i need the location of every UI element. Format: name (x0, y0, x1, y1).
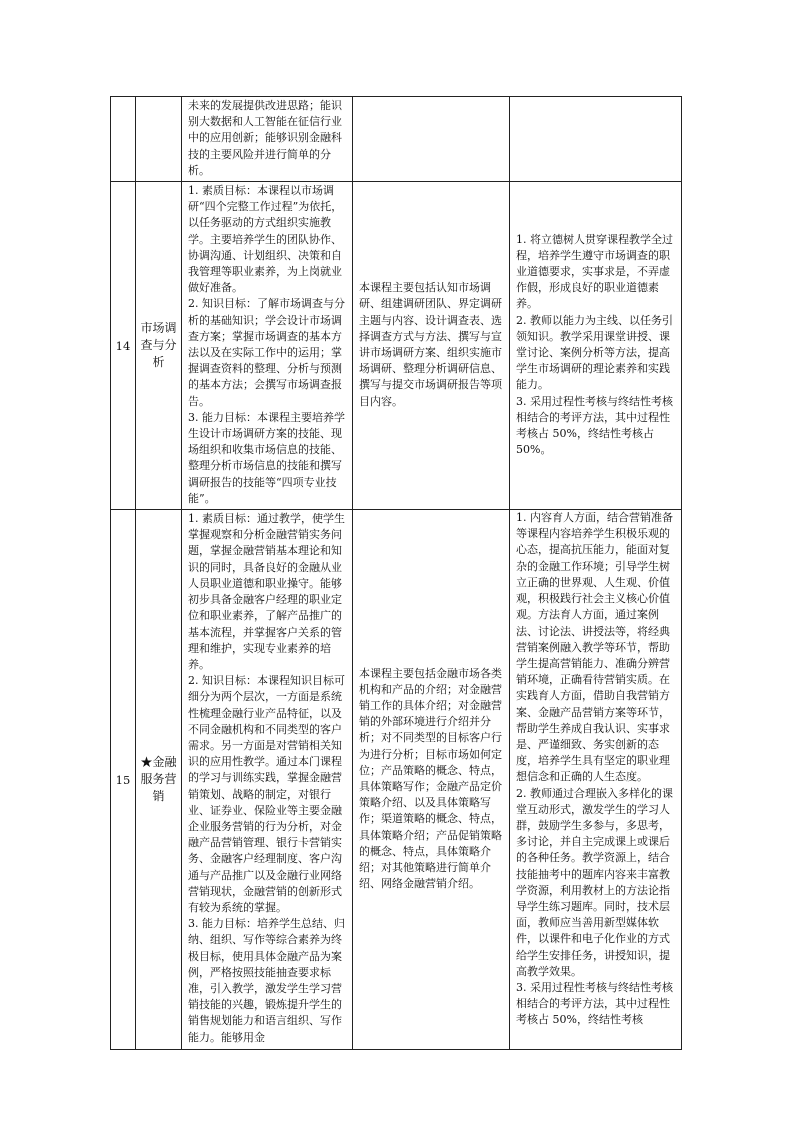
method-paragraph-3: 3. 采用过程性考核与终结性考核相结合的考评方法，其中过程性考核占 50%，终结性考核占 50%。 (516, 394, 673, 457)
course-number-cell: 15 (111, 510, 136, 1050)
course-table (110, 96, 682, 1050)
course-methods-cell (510, 97, 682, 182)
course-name-cell: 市场调查与分析 (136, 182, 182, 510)
goal-knowledge: 2. 知识目标：本课程知识目标可细分为两个层次，一方面是系统性梳理金融行业产品特征，以及不同金融机构和不同类型的客户需求。另一方面是对营销相关知识的应用性教学。通过本门课程的学习与训练实践，掌握金融营销策划、战略的制定，对银行业、证券业、保险业等主要金融企业服务营销的行为分析，对金融产品营销管理、银行卡营销实务、金融客户经理制度、客户沟通与产品推广以及金融行业网络营销现状，金融营销的创新形式有较为系统的掌握。 (188, 674, 345, 914)
course-goals-cell (182, 182, 353, 510)
goal-ability: 3. 能力目标：本课程主要培养学生设计市场调研方案的技能、现场组织和收集市场信息的技能、整理分析市场信息的技能和撰写调研报告的技能等“四项专业技能”。 (188, 410, 345, 505)
course-name-cell (136, 97, 182, 182)
table-row-course-14 (111, 182, 682, 510)
content-text: 本课程主要包括认知市场调研、组建调研团队、界定调研主题与内容、设计调查表、选择调查方式与方法、撰写与宣讲市场调研方案、组织实施市场调研、整理分析调研信息、撰写与提交市场调研报告等项目内容。 (359, 281, 502, 408)
goal-quality: 1. 素质目标：本课程以市场调研“四个完整工作过程”为依托，以任务驱动的方式组织实施教学。主要培养学生的团队协作、协调沟通、计划组织、决策和自我管理等职业素养，为上岗就业做好准备。 (188, 184, 343, 295)
method-paragraph-2: 2. 教师以能力为主线、以任务引领知识。教学采用课堂讲授、课堂讨论、案例分析等方法，提高学生市场调研的理论素养和实践能力。 (516, 313, 673, 392)
method-paragraph-1: 1. 将立德树人贯穿课程教学全过程，培养学生遵守市场调查的职业道德要求，实事求是，不弄虚作假，形成良好的职业道德素养。 (516, 232, 673, 311)
method-paragraph-1: 1. 内容育人方面，结合营销准备等课程内容培养学生积极乐观的心态，提高抗压能力，能面对复杂的金融工作环境；引导学生树立正确的世界观、人生观、价值观，积极践行社会主义核心价值观。方法育人方面，通过案例法、讨论法、讲授法等，将经典营销案例融入教学等环节，帮助学生提高营销能力、准确分辨营销环境，正确看待营销实质。在实践育人方面，借助自我营销方案、金融产品营销方案等环节，帮助学生养成自我认识、实事求是、严谨细致、务实创新的态度，培养学生具有坚定的职业理想信念和正确的人生态度。 (516, 511, 673, 784)
table-row-continuation (111, 97, 682, 182)
course-name-cell: ★金融服务营销 (136, 510, 182, 1050)
course-number-cell: 14 (111, 182, 136, 510)
goal-paragraph: 未来的发展提供改进思路；能识别大数据和人工智能在征信行业中的应用创新；能够识别金融科技的主要风险并进行简单的分析。 (188, 99, 342, 177)
table-row-course-15 (111, 510, 682, 1050)
content-text: 本课程主要包括金融市场各类机构和产品的介绍；对金融营销工作的具体介绍；对金融营销的外部环境进行介绍并分析；对不同类型的目标客户行为进行分析；目标市场如何定位；产品策略的概念、特点，具体策略写作；金融产品定价策略介绍、以及具体策略写作；渠道策略的概念、特点，具体策略介绍；产品促销策略的概念、特点，具体策略介绍；对其他策略进行简单介绍、网络金融营销介绍。 (359, 666, 502, 891)
course-content-cell (353, 97, 510, 182)
goal-ability: 3. 能力目标：培养学生总结、归纳、组织、写作等综合素养为终极目标，使用具体金融产品为案例，严格按照技能抽查要求标准，引入教学，激发学生学习营销技能的兴趣，锻炼提升学生的销售规划能力和语言组织、写作能力。能够用金 (188, 917, 345, 1044)
course-content-cell (353, 182, 510, 510)
method-paragraph-2: 2. 教师通过合理嵌入多样化的课堂互动形式，激发学生的学习人群，鼓励学生多参与，多思考，多讨论，并自主完成课上或课后的各种任务。教学资源上，结合技能抽考中的题库内容来丰富教学资源，利用教材上的方法论指导学生练习题库。同时，技术层面，教师应当善用新型媒体软件，以课件和电子化作业的方式给学生安排任务，讲授知识，提高教学效果。 (516, 786, 673, 978)
goal-knowledge: 2. 知识目标：了解市场调查与分析的基础知识；学会设计市场调查方案；掌握市场调查的基本方法以及在实际工作中的运用；掌握调查资料的整理、分析与预测的基本方法；会撰写市场调查报告。 (188, 297, 345, 408)
course-goals-cell (182, 97, 353, 182)
course-methods-cell (510, 510, 682, 1050)
course-number-cell (111, 97, 136, 182)
method-paragraph-3: 3. 采用过程性考核与终结性考核相结合的考评方法，其中过程性考核占 50%，终结性考核 (516, 980, 673, 1027)
course-goals-cell (182, 510, 353, 1050)
course-methods-cell (510, 182, 682, 510)
goal-quality: 1. 素质目标：通过教学，使学生掌握观察和分析金融营销实务问题，掌握金融营销基本理论和知识的同时，具备良好的金融从业人员职业道德和职业操守。能够初步具备金融客户经理的职业定位和职业素养，了解产品推广的基本流程，并掌握客户关系的管理和维护，实现专业素养的培养。 (188, 512, 345, 671)
course-content-cell (353, 510, 510, 1050)
